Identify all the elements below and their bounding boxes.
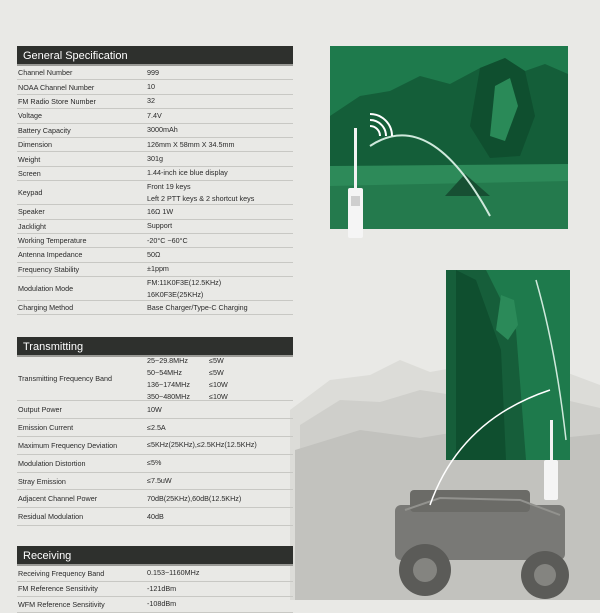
spec-value-line: 10W [147, 404, 162, 414]
spec-label: Screen [18, 168, 41, 178]
spec-label: Voltage [18, 111, 42, 121]
spec-value [147, 583, 293, 595]
spec-row [17, 167, 293, 181]
spec-label: FM Radio Store Number [18, 96, 96, 106]
spec-label: Speaker [18, 207, 45, 217]
spec-value-line: ≤5% [147, 458, 162, 468]
spec-value-line: 40dB [147, 511, 164, 521]
spec-row [17, 205, 293, 219]
spec-value [147, 493, 293, 505]
spec-row [17, 124, 293, 138]
spec-label: NOAA Channel Number [18, 82, 95, 92]
spec-value [147, 110, 293, 122]
spec-row [17, 301, 293, 315]
band-range: 136~174MHz [147, 379, 190, 389]
spec-label: Working Temperature [18, 236, 87, 246]
spec-value [147, 67, 293, 79]
band-range: 25~29.8MHz [147, 355, 188, 365]
spec-row [17, 508, 293, 526]
spec-row [17, 597, 293, 613]
spec-value-line: 1.44-inch ice blue display [147, 168, 228, 178]
spec-label: Stray Emission [18, 476, 66, 486]
spec-row [17, 263, 293, 277]
receiving-header: Receiving [17, 546, 293, 566]
spec-label: WFM Reference Sensitivity [18, 599, 105, 609]
spec-row [17, 437, 293, 455]
spec-row [17, 277, 293, 301]
spec-value-line: 7.4V [147, 110, 162, 120]
spec-row [17, 419, 293, 437]
spec-value-line: ±1ppm [147, 264, 169, 274]
spec-row [17, 181, 293, 205]
spec-value [147, 457, 293, 469]
spec-value-line: 16Ω 1W [147, 206, 174, 216]
spec-value-line: Support [147, 221, 173, 231]
transmitting-table [17, 401, 293, 526]
band-power: ≤5W [209, 367, 224, 377]
spec-value [147, 404, 293, 416]
spec-value-line: 3000mAh [147, 125, 178, 135]
spec-value-line: ≤7.5uW [147, 476, 172, 486]
spec-row [17, 152, 293, 166]
spec-value-line: 0.153~1160MHz [147, 568, 200, 578]
spec-label: Maximum Frequency Deviation [18, 440, 118, 450]
spec-value [147, 235, 293, 247]
spec-value [147, 249, 293, 261]
spec-value [147, 95, 293, 107]
signal-arc-lower [420, 380, 570, 510]
spec-value-line: 126mm X 58mm X 34.5mm [147, 139, 235, 149]
spec-value-line: Base Charger/Type-C Charging [147, 302, 248, 312]
spec-row [17, 248, 293, 262]
spec-value-line: 50Ω [147, 249, 161, 259]
spec-row [17, 95, 293, 109]
spec-label: Receiving Frequency Band [18, 568, 105, 578]
band-power: ≤5W [209, 355, 224, 365]
spec-row-transmitting-band [17, 357, 293, 401]
spec-value-line: FM:11K0F3E(12.5KHz) [147, 277, 222, 287]
spec-value-line: -20°C ~60°C [147, 235, 188, 245]
spec-row [17, 582, 293, 598]
spec-value [147, 124, 293, 136]
spec-value [147, 167, 293, 179]
spec-value [147, 511, 293, 523]
spec-label: FM Reference Sensitivity [18, 584, 98, 594]
spec-value-line: -108dBm [147, 599, 177, 609]
spec-value [147, 206, 293, 218]
spec-label: Frequency Stability [18, 264, 80, 274]
spec-value [147, 263, 293, 275]
receiving-table [17, 566, 293, 613]
spec-label: Transmitting Frequency Band [18, 374, 113, 384]
spec-label: Charging Method [18, 303, 74, 313]
spec-value [147, 181, 293, 205]
spec-value [147, 475, 293, 487]
spec-label: Adjacent Channel Power [18, 494, 98, 504]
spec-value-line: -121dBm [147, 583, 177, 593]
band-range: 50~54MHz [147, 367, 182, 377]
spec-row [17, 220, 293, 234]
spec-value-line: Left 2 PTT keys & 2 shortcut keys [147, 193, 255, 203]
spec-row [17, 66, 293, 80]
spec-value-line: 32 [147, 96, 155, 106]
spec-label: Dimension [18, 140, 52, 150]
spec-value [147, 302, 293, 314]
spec-value [147, 81, 293, 93]
spec-label: Battery Capacity [18, 125, 71, 135]
spec-label: Output Power [18, 405, 62, 415]
spec-value-line: 70dB(25KHz),60dB(12.5KHz) [147, 493, 242, 503]
spec-value [147, 153, 293, 165]
spec-value [147, 567, 293, 579]
spec-row [17, 401, 293, 419]
spec-row [17, 455, 293, 473]
spec-value-line: ≤2.5A [147, 422, 166, 432]
spec-label: Jacklight [18, 221, 46, 231]
spec-row [17, 80, 293, 94]
band-power: ≤10W [209, 379, 228, 389]
spec-row [17, 566, 293, 582]
spec-label: Modulation Distortion [18, 458, 86, 468]
spec-label: Channel Number [18, 68, 73, 78]
band-grid [147, 355, 293, 403]
band-range: 350~480MHz [147, 391, 190, 401]
transmitting-header: Transmitting [17, 337, 293, 357]
spec-row [17, 234, 293, 248]
spec-row [17, 109, 293, 123]
spec-value [147, 220, 293, 232]
spec-value-line: 301g [147, 154, 163, 164]
spec-value [147, 277, 293, 301]
spec-value-line: 16K0F3E(25KHz) [147, 289, 204, 299]
general-spec-table [17, 66, 293, 315]
spec-value [147, 422, 293, 434]
spec-label: Residual Modulation [18, 512, 84, 522]
spec-label: Modulation Mode [18, 284, 74, 294]
spec-row [17, 473, 293, 491]
spec-value-line: 999 [147, 67, 159, 77]
spec-value-line: 10 [147, 82, 155, 92]
spec-value-line: Front 19 keys [147, 181, 191, 191]
spec-value [147, 598, 293, 610]
spec-value-line: ≤5KHz(25KHz),≤2.5KHz(12.5KHz) [147, 440, 257, 450]
spec-row [17, 490, 293, 508]
general-spec-header: General Specification [17, 46, 293, 66]
mountain-scene-photo [330, 46, 568, 229]
spec-sheet [17, 46, 293, 613]
spec-label: Emission Current [18, 423, 74, 433]
spec-label: Keypad [18, 188, 43, 198]
spec-label: Weight [18, 154, 41, 164]
spec-label: Antenna Impedance [18, 250, 83, 260]
spec-row [17, 138, 293, 152]
spec-value [147, 439, 293, 451]
band-power: ≤10W [209, 391, 228, 401]
spec-value [147, 139, 293, 151]
